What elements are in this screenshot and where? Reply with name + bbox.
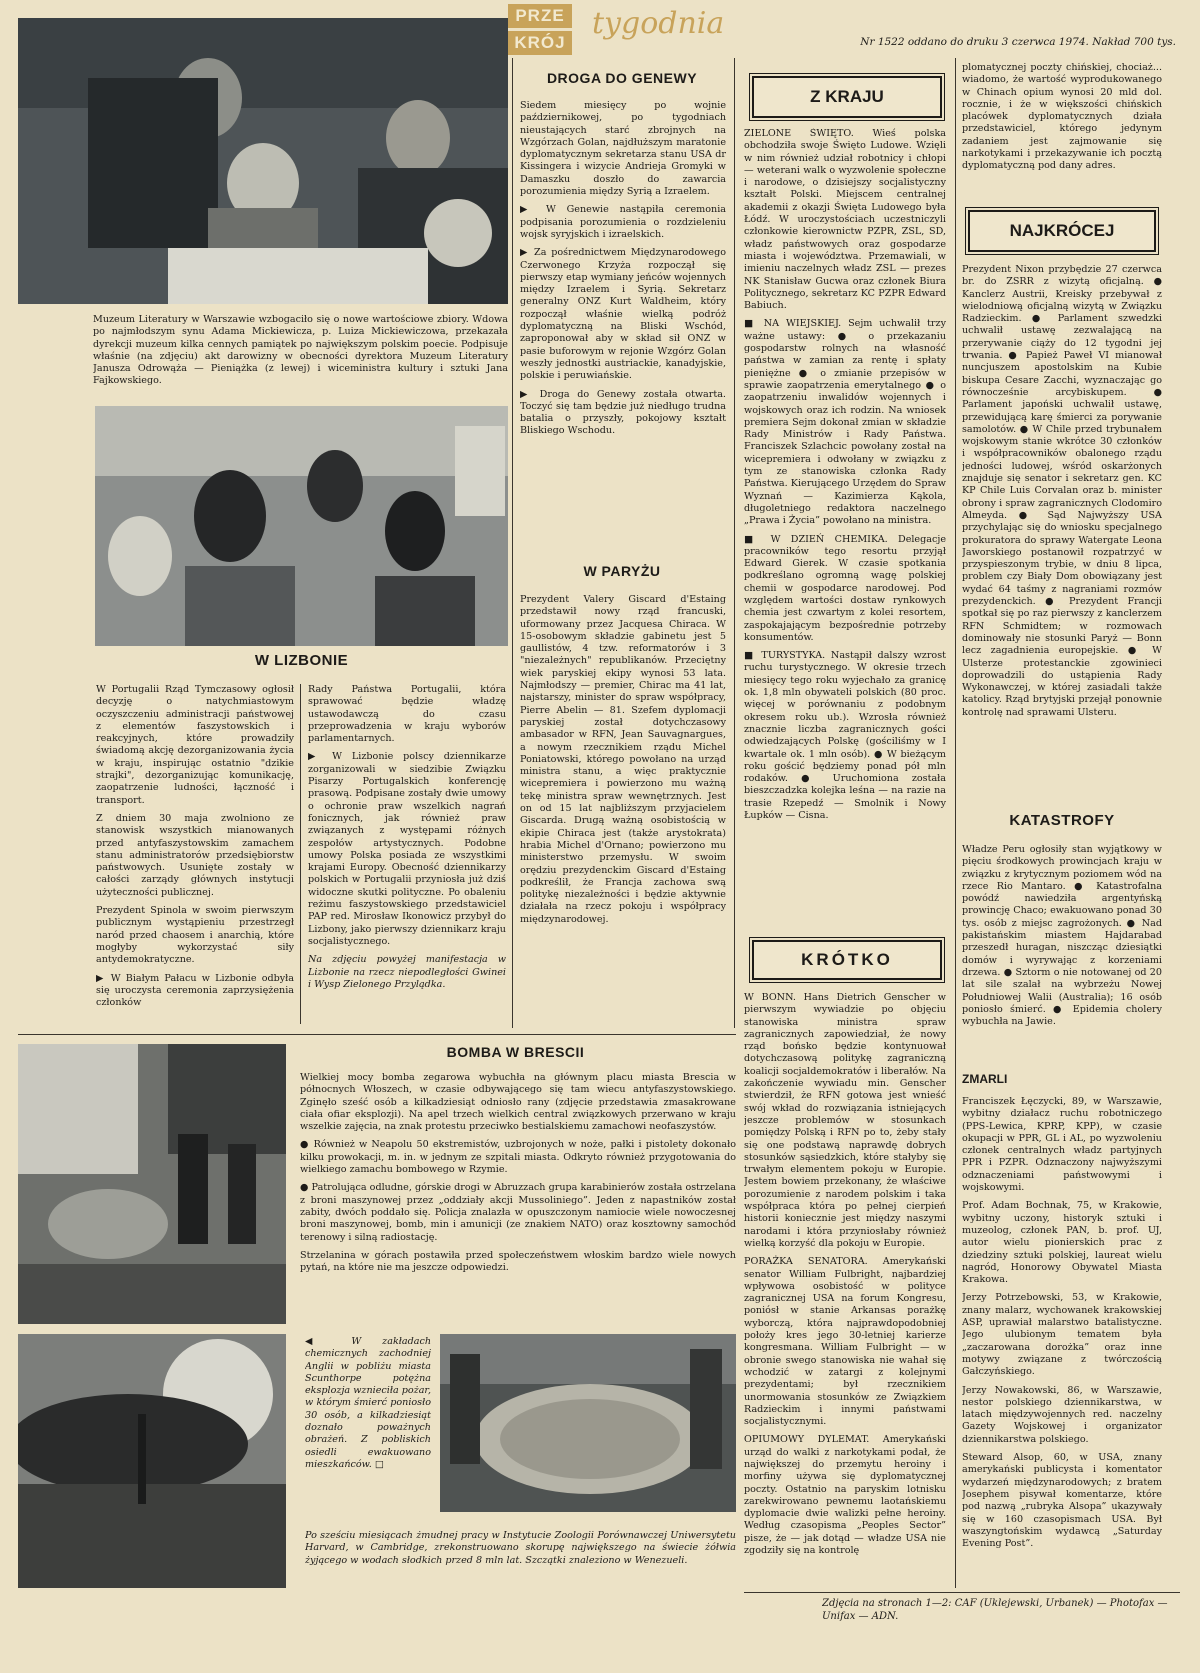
zkraju-turystyka: ■ TURYSTYKA. Nastąpił dalszy wzrost ruchu turystycznego. W okresie trzech miesięcy tego roku wyjechało za granicę ok. 1,8 mln obywateli polskich (80 proc. więcej w porównaniu z podobnym okresem roku ub.). Wzrosła również znacznie liczba zagranicznych gości odwiedzających Polskę (gościliśmy w I kwartale ok. 1 mln osób). ● W bieżącym roku gościć będziemy ponad pół mln rodaków. ● Uruchomiona została bieszczadzka kolejka leśna — na razie na trasie Rzepedź — Smolnik i Nowy Łupków — Cisna. — [744, 650, 946, 822]
turtle-caption: Po sześciu miesiącach żmudnej pracy w Instytucie Zoologii Porównawczej Uniwersytetu Harvard, w Cambridge, zrekonstruowano skorupę największego na świecie żółwia żyjącego w wodach słodkich przed 8 mln lat. Szczątki znaleziono w Wenezueli. — [305, 1530, 736, 1566]
masthead-word: tygodnia — [592, 6, 725, 41]
zkraju-title: Z KRAJU — [752, 76, 942, 118]
katastrofy-body: Władze Peru ogłosiły stan wyjątkowy w pięciu środkowych prowincjach kraju w związku z krytycznym poziomem wód na rzece Rio Mantaro. ● Katastrofalna powódź nawiedziła argentyńską prowincję Chaco; ewakuowano ponad 30 tys. osób z miejsc zagrożonych. ● Nad pakistańskim miastem Hajdarabad przeszedł huragan, niszcząc dziesiątki domów i wyrywając z korzeniami drzewa. ● Sztorm o nie notowanej od 20 lat sile szalał na wybrzeżu Nowej Południowej Walii (Australia); 16 osób poniosło śmierć. ● Epidemia cholery wybuchła na Jawie. — [962, 844, 1162, 1028]
zmarli-item: Franciszek Łęczycki, 89, w Warszawie, wybitny działacz ruchu robotniczego (PPS-Lewica, KPRP, KPP), w czasie okupacji w PPR, GL i AL, po wyzwoleniu członek centralnych władz partyjnych PPR i PZPR. Odznaczony najwyższymi odznaczeniami państwowymi i wojskowymi. — [962, 1096, 1162, 1194]
genewa-title: DROGA DO GENEWY — [546, 70, 698, 86]
photo-brescia-bombing — [18, 1044, 286, 1324]
krotko-porazka: PORAŻKA SENATORA. Amerykański senator William Fulbright, najbardziej wpływowa osobistość w polityce zagranicznej USA na forum Kongresu, poniósł w stanie Arkansas porażkę wyborczą, która najprawdopodobniej położy kres jego 30-letniej karierze kongresmana. William Fulbright — w obronie swego stanowiska nie wahał się wchodzić w zatargi z kolejnymi prezydentami; był rzecznikiem unormowania stosunków ze Związkiem Radzieckim i innymi państwami socjalistycznymi. — [744, 1256, 946, 1428]
section-rule — [744, 1592, 1180, 1593]
lizbona-caption: Na zdjęciu powyżej manifestacja w Lizbonie na rzecz niepodległości Gwinei i Wysp Zielonego Przylądka. — [308, 954, 506, 990]
lizbona-para: W Portugalii Rząd Tymczasowy ogłosił decyzję o natychmiastowym oczyszczeniu administracji państwowej z elementów faszystowskich i reakcyjnych, które prowadziły świadomą akcję dezorganizowania życia w kraju, inspirując ostatnio "dzikie strajki", dezorganizując komunikację, zaopatrzenie ludności, łączność i transport. — [96, 684, 294, 806]
section-rule — [18, 1034, 736, 1035]
brescia-body — [300, 1072, 736, 1328]
zkraju-chemika: ■ W DZIEŃ CHEMIKA. Delegacje pracowników tego resortu przyjął Edward Gierek. W czasie spotkania podkreślano ogromną wagę polskiej chemii w gospodarce narodowej. Pod względem wartości dostaw rynkowych chemia jest czwartym z kolei resortem, zaspokajającym bezpośrednie potrzeby konsumentów. — [744, 533, 946, 643]
photo-lisbon-demonstration — [95, 406, 508, 646]
logo-line-1: PRZE — [508, 4, 572, 28]
photo-turtle-shell — [440, 1334, 736, 1512]
najkrocej-body: Prezydent Nixon przybędzie 27 czerwca br. do ZSRR z wizytą oficjalną. ● Kanclerz Austrii, Kreisky przebywał z wielodniową oficjalną wizytą w Związku Radzieckim. ● Parlament szwedzki uchwalił ustawę zezwalającą na przerywanie ciąży do 12 tygodni jej trwania. ● Papież Paweł VI mianował nuncjuszem apostolskim na Kubie biskupa Cesare Zacchi, wyznaczając go równocześnie arcybiskupem. ● Parlament japoński uchwalił ustawę, przewidującą karę śmierci za porywanie samolotów. ● W Chile przed trybunałem wojskowym stanie wkrótce 30 członków i współpracowników obalonego rządu jedności ludowej, wśród oskarżonych znajduje się senator i sekretarz gen. KC KP Chile Luis Corvalan oraz b. minister obrony i spraw zagranicznych Clodomiro Almeyda. ● Sąd Najwyższy USA przychylając się do wniosku specjalnego prokuratora do sprawy Watergate Leona Jaworskiego postanowił rozpatrzyć w przyspieszonym trybie, w dniu 8 lipca, problem czy Biały Dom obowiązany jest wydać 64 taśmy z nagraniami rozmów prezydenckich. ● Prezydent Francji spotkał się po raz pierwszy z kanclerzem RFN Schmidtem; w rozmowach dominowały nie stosunki Paryż — Bonn lecz zagadnienia europejskie. ● W Ulsterze protestanckie zgowinieci doprowadzili do ustąpienia Rady Wykonawczej, w której zasiadali także katolicy. Rząd brytyjski przejął ponownie kontrolę nad sprawami Ulsteru. — [962, 264, 1162, 718]
zkraju-body — [744, 128, 946, 918]
scunthorpe-caption: ◀ W zakładach chemicznych zachodniej Anglii w pobliżu miasta Scunthorpe potężna eksplozja wznieciła pożar, w którym śmierć poniosło 30 osób, a kilkadziesiąt doznało poważnych obrażeń. Z pobliskich osiedli ewakuowano mieszkańców. □ — [305, 1336, 431, 1470]
genewa-para: ▶ Za pośrednictwem Międzynarodowego Czerwonego Krzyża rozpoczął się pierwszy etap wymiany jeńców wojennych między Izraelem i Syrią. Sekretarz generalny ONZ Kurt Waldheim, który rozpoczął właśnie wielką podróż dyplomatyczną na Bliski Wschód, zaproponował aby w skład sił ONZ w pasie buforowym w rejonie Wzgórz Golan weszły jednostki austriackie, kanadyjskie, polskie i peruwiańskie. — [520, 247, 726, 382]
zmarli-item: Steward Alsop, 60, w USA, znany amerykański publicysta i komentator wydarzeń międzynarodowych; z bratem Josephem pisywał komentarze, które pod nazwą „rubryka Alsopa” ukazywały się w 160 czasopismach USA. Był waszyngtońskim wydawcą „Saturday Evening Post”. — [962, 1452, 1162, 1550]
photo-museum-caption: Muzeum Literatury w Warszawie wzbogaciło się o nowe wartościowe zbiory. Wdowa po najmłodszym synu Adama Mickiewicza, p. Luiza Mickiewiczowa, przekazała dyrekcji muzeum kilka cennych pamiątek po największym polskim poecie. Podpisuje właśnie (na zdjęciu) akt darowizny w obecności dyrektora Muzeum Literatury Janusza Odrowąża — Pieniążka (z lewej) i wiceministra kultury i sztuki Jana Fajkowskiego. — [93, 314, 508, 387]
krotko-bonn: W BONN. Hans Dietrich Genscher w pierwszym wywiadzie po objęciu stanowiska ministra spraw zagranicznych zapowiedział, że nowy rząd bońsko będzie kontynuował dotychczasową politykę zagraniczną koalicji socjaldemokratów i liberałów. Na zakończenie wywiadu min. Genscher stwierdził, że RFN gotowa jest wnieść swój wkład do rozwiązania istniejących jeszcze problemów w stosunkach pomiędzy Polską i RFN po to, żeby stały się one podstawą naprawdę dobrych stosunków sąsiedzkich, które stałyby się trwałym elementem pokoju w Europie. Jestem bowiem przekonany, że właściwe porozumienie z narodem polskim i taka współpraca która po pełnej cierpień historii koniecznie jest między naszymi narodami i która przyniosłaby również wielką korzyść dla pokoju w Europie. — [744, 992, 946, 1249]
masthead-logo — [508, 4, 572, 56]
column-rule — [300, 684, 301, 1024]
lizbona-para: ▶ W Białym Pałacu w Lizbonie odbyła się uroczysta ceremonia zaprzysiężenia członków — [96, 972, 294, 1009]
genewa-para: ▶ W Genewie nastąpiła ceremonia podpisania porozumienia o rozdzieleniu wojsk syryjskich i izraelskich. — [520, 204, 726, 240]
photo-museum-signing — [18, 18, 508, 304]
column-rule — [955, 58, 956, 1588]
lizbona-para: Rady Państwa Portugalii, która sprawować będzie władzę ustawodawczą do czasu przeprowadzenia w kraju wyborów parlamentarnych. — [308, 684, 506, 745]
brescia-para: ● Patrolująca odludne, górskie drogi w Abruzzach grupa karabinierów została ostrzelana z broni maszynowej przez „oddziały akcji Mussoliniego”. Jeden z napastników został zabity, dwóch poddało się. Policja znalazła w opuszczonym namiocie wiele nowoczesnej broni maszynowej, bomb, min i amunicji (ze znakiem NATO) oraz kosztowny samochód terenowy i silną radiostację. — [300, 1182, 736, 1243]
krotko-body — [744, 992, 946, 1584]
paryz-title: W PARYŻU — [583, 563, 661, 579]
zmarli-list — [962, 1096, 1162, 1596]
paryz-body: Prezydent Valery Giscard d'Estaing przedstawił nowy rząd francuski, uformowany przez Jacquesa Chiraca. W 15-osobowym składzie gabinetu jest 5 gaullistów, 4 tzw. reformatorów i 3 "niezależnych" republikanów. Przeciętny wiek paryskiej ekipy wynosi 53 lata. Najmłodszy — premier, Chirac ma 41 lat, najstarszy, minister do spraw współpracy, Pierre Abelin — 81. Szefem dyplomacji paryskiej został dotychczasowy ambasador w RFN, Jean Sauvagnargues, a nowym rzecznikiem rządu Michel Poniatowski, którego powołano na urząd ministra stanu, a więc praktycznie wicepremiera i powierzono mu ważną tekę ministra spraw wewnętrznych. Jest on od 15 lat najbliższym przyjacielem Giscarda. Drugą ważną osobistością w ekipie Chiraca jest (także arystokrata) hrabia Michel d'Ornano; powierzono mu ministerstwo przemysłu. W swoim orędziu prezydenckim Giscard d'Estaing podkreślił, że Francja zachowa swą politykę niezależności i będzie aktywnie działała na rzecz pokoju i współpracy międzynarodowej. — [520, 594, 726, 925]
genewa-body — [520, 100, 726, 550]
lizbona-col2 — [308, 684, 506, 1024]
genewa-para: Siedem miesięcy po wojnie październikowej, po tygodniach nieustających starć zbrojnych na Wzgórzach Golan, najdłuższym maratonie dyplomatycznym sekretarza stanu USA dr Kissingera i wizycie Andrieja Gromyki w Damaszku doszło do zawarcia porozumienia między Syrią a Izraelem. — [520, 100, 726, 198]
brescia-para: Strzelanina w górach postawiła przed społeczeństwem włoskim bardzo wiele nowych pytań, na które nie ma jeszcze odpowiedzi. — [300, 1249, 736, 1274]
zkraju-wiejskie: ■ NA WIEJSKIEJ. Sejm uchwalił trzy ważne ustawy: ● o przekazaniu gospodarstw rolnych na własność państwa w zamian za rentę i spłaty pieniężne ● o zmianie przepisów w sprawie zaopatrzenia emerytalnego ● o zaopatrzeniu inwalidów wojennych i wojskowych oraz ich rodzin. Na wniosek premiera Sejm dokonał zmian w składzie Rady Ministrów i Rady Państwa. Franciszek Szlachcic powołany został na wicepremiera i odwołany w związku z tym ze stanowiska członka Rady Państwa. Kierującego Urzędem do Spraw Wyznań — Kazimierza Kąkola, długoletniego redaktora naczelnego „Prawa i Życia” powołano na ministra. — [744, 318, 946, 527]
zmarli-item: Jerzy Nowakowski, 86, w Warszawie, nestor polskiego dziennikarstwa, w latach międzywojennych red. naczelny Gazety Wojskowej i organizator dziennikarstwa polskiego. — [962, 1384, 1162, 1445]
issue-info: Nr 1522 oddano do druku 3 czerwca 1974. Nakład 700 tys. — [860, 36, 1176, 48]
lizbona-para: Prezydent Spinola w swoim pierwszym publicznym wystąpieniu przestrzegł naród przed chaosem i anarchią, które mogłyby wykorzystać siły antydemokratyczne. — [96, 905, 294, 966]
photo-credits: Zdjęcia na stronach 1—2: CAF (Uklejewski, Urbanek) — Photofax — Unifax — ADN. — [822, 1598, 1168, 1622]
najkrocej-title: NAJKRÓCEJ — [968, 210, 1156, 252]
brescia-title: BOMBA W BRESCII — [446, 1044, 585, 1060]
zmarli-item: Prof. Adam Bochnak, 75, w Krakowie, wybitny uczony, historyk sztuki i muzeolog, członek PAN, b. prof. UJ, autor wielu pionierskich prac z dziedziny sztuki polskiej, laureat wielu nagród, Honorowy Obywatel Miasta Krakowa. — [962, 1200, 1162, 1286]
opium-continuation: plomatycznej poczty chińskiej, chociaż... wiadomo, że wartość wyprodukowanego w Chinach opium wynosi 20 mld dol. rocznie, i że w większości chińskich placówek dyplomatycznych działa przedstawiciel, którego jedynym zadaniem jest zajmowanie się narkotykami i przekazywanie ich pocztą dyplomatyczną pod dany adres. — [962, 62, 1162, 172]
lizbona-title: W LIZBONIE — [254, 652, 349, 669]
column-rule — [734, 58, 735, 1028]
zmarli-item: Jerzy Potrzebowski, 53, w Krakowie, znany malarz, wychowanek krakowskiej ASP, uprawiał malarstwo batalistyczne. Jego ulubionym tematem była „zaczarowana dorożka” oraz inne motywy związane z twórczością Gałczyńskiego. — [962, 1292, 1162, 1378]
lizbona-col1 — [96, 684, 294, 1024]
brescia-para: Wielkiej mocy bomba zegarowa wybuchła na głównym placu miasta Brescia w północnych Włoszech, w czasie odbywającego się tam wiecu antyfaszystowskiego. Zginęło sześć osób a kilkadziesiąt odniosło rany (zdjęcie przedstawia zmasakrowane ciała ofiar eksplozji). Na apel trzech wielkich central związkowych przerwano w kraju wszelkie zajęcia, na znak protestu przeciwko bestialskiemu zamachowi neofaszystów. — [300, 1072, 736, 1133]
brescia-para: ● Również w Neapolu 50 ekstremistów, uzbrojonych w noże, pałki i pistolety dokonało kilku prowokacji, m. in. w jednym ze szpitali miasta. Odkryto również przygotowania do wielkiego zamachu bombowego w Rzymie. — [300, 1139, 736, 1176]
lizbona-para: Z dniem 30 maja zwolniono ze stanowisk wszystkich mianowanych przed antyfaszystowskim zamachem stanu administratorów przedsiębiorstw państwowych. Usunięte zostały w całości zarządy głównych instytucji użyteczności publicznej. — [96, 812, 294, 898]
krotko-title: KRÓTKO — [752, 940, 942, 980]
krotko-opium: OPIUMOWY DYLEMAT. Amerykański urząd do walki z narkotykami podał, że największej do przemytu heroiny i morfiny używa się dyplomatycznej poczty. Ostatnio na paryskim lotnisku zarekwirowano pewnemu laotańskiemu dyplomacie dwie walizki pełne heroiny. Według czasopisma „Peoples Sector” pisze, że — jak dotąd — władze USA nie zgodziły się na kontrolę — [744, 1434, 946, 1557]
logo-line-2: KRÓJ — [508, 31, 572, 55]
katastrofy-title: KATASTROFY — [1009, 812, 1115, 829]
genewa-para: ▶ Droga do Genewy została otwarta. Toczyć się tam będzie już niedługo trudna batalia o przyszły, pokojowy kształt Bliskiego Wschodu. — [520, 388, 726, 437]
photo-scunthorpe-fire — [18, 1334, 286, 1588]
lizbona-para: ▶ W Lizbonie polscy dziennikarze zorganizowali w siedzibie Związku Pisarzy Portugalskich konferencję prasową. Podpisane zostały dwie umowy o ochronie praw wszelkich nagrań fonicznych, jak również praw związanych z występami różnych zespołów artystycznych. Podobne umowy Polska posiada ze wszystkimi krajami Europy. Obecność dziennikarzy polskich w Portugalii przyniosła już dziś widoczne skutki polityczne. Po obaleniu reżimu faszystowskiego przedstawiciel PAP red. Mirosław Ikonowicz przybył do Lizbony, jako pierwszy dziennikarz kraju socjalistycznego. — [308, 751, 506, 947]
zkraju-zielone: ZIELONE ŚWIĘTO. Wieś polska obchodziła swoje Święto Ludowe. Wzięli w nim również udział robotnicy i chłopi — weterani walk o wyzwolenie społeczne i narodowe, o dzisiejszy socjalistyczny kształt Polski. Miejscem centralnej akademii z okazji Święta Ludowego była Łódź. W uroczystościach uczestniczyli członkowie kierownictw PZPR, ZSL, SD, władz państwowych oraz gospodarze miasta i województwa. Przemawiali, w imieniu naczelnych władz ZSL — prezes NK Stanisław Gucwa oraz członek Biura Politycznego, sekretarz KC PZPR Edward Babiuch. — [744, 128, 946, 312]
column-rule — [512, 58, 513, 1028]
zmarli-title: ZMARLI — [962, 1072, 1008, 1086]
